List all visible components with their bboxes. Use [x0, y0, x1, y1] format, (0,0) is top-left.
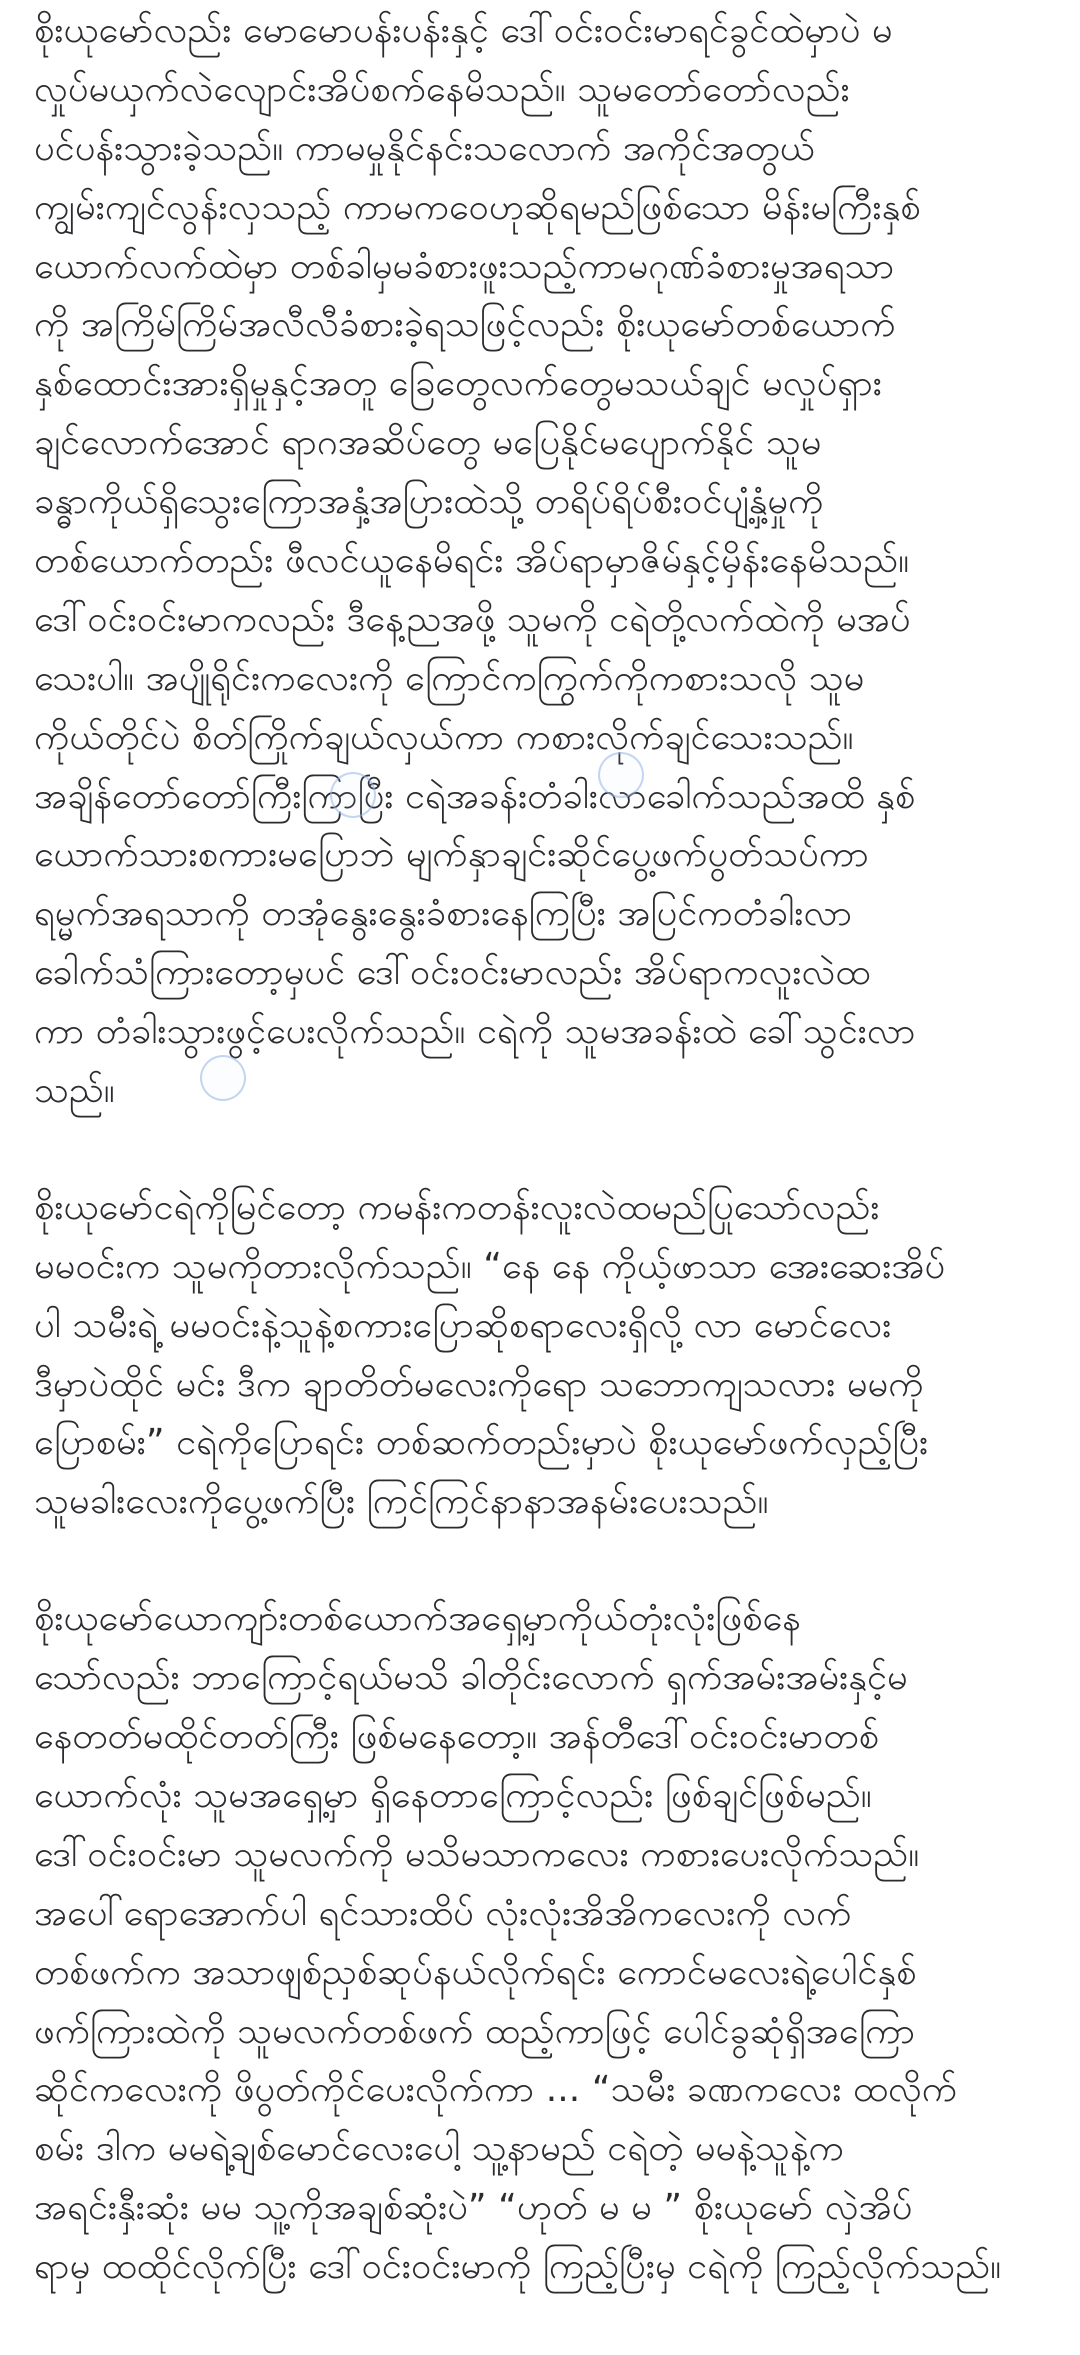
text-line: ဖက်ကြားထဲကို သူမလက်တစ်ဖက် ထည့်ကာဖြင့် ပေါင်ခွဆုံရှိအကြော: [34, 2010, 916, 2052]
text-line: ဒေါ်ဝင်းဝင်းမာကလည်း ဒီနေ့ညအဖို့ သူမကို ငရဲတို့လက်ထဲကို မအပ်: [34, 598, 911, 640]
paragraph-2: [34, 1179, 1050, 1532]
text-line: အရင်းနှီးဆုံး မမ သူ့ကိုအချစ်ဆုံးပဲ” “ဟုတ် မ မ ” စိုးယုမော် လှဲအိပ်: [34, 2187, 913, 2229]
text-line: သူမခါးလေးကိုပွေ့ဖက်ပြီး ကြင်ကြင်နာနာအနမ်းပေးသည်။: [34, 1481, 769, 1523]
text-line: ယောက်သားစကားမပြောဘဲ မျက်နှာချင်းဆိုင်ပွေ့ဖက်ပွတ်သပ်ကာ: [34, 834, 869, 876]
text-line: စိုးယုမော်ငရဲကိုမြင်တော့ ကမန်းကတန်းလူးလဲထမည်ပြုသော်လည်း: [34, 1186, 880, 1228]
text-line: မမဝင်းက သူမကိုတားလိုက်သည်။ “နေ နေ ကိုယ့်ဖာသာ အေးဆေးအိပ်: [34, 1245, 946, 1287]
text-line: တစ်ဖက်က အသာဖျစ်ညှစ်ဆုပ်နယ်လိုက်ရင်း ကောင်မလေးရဲ့ပေါင်နှစ်: [34, 1951, 917, 1993]
touch-indicator-icon: [200, 1055, 246, 1101]
paragraph-3: [34, 1590, 1050, 2297]
touch-indicator-icon: [598, 752, 644, 798]
text-line: ခန္ဓာကိုယ်ရှိသွေးကြောအနှံ့အပြားထဲသို့ တရိပ်ရိပ်စီးဝင်ပျံ့နှံ့မှုကို: [34, 481, 824, 523]
text-line: ပင်ပန်းသွားခဲ့သည်။ ကာမမှုနိုင်နင်းသလောက် အကိုင်အတွယ်: [34, 127, 815, 169]
text-line: ခေါက်သံကြားတော့မှပင် ဒေါ်ဝင်းဝင်းမာလည်း အိပ်ရာကလူးလဲထ: [34, 952, 871, 994]
text-line: ကိုယ်တိုင်ပဲ စိတ်ကြိုက်ချယ်လှယ်ကာ ကစားလိုက်ချင်သေးသည်။: [34, 716, 854, 758]
text-line: ချင်လောက်အောင် ရာဂအဆိပ်တွေ မပြေနိုင်မပျောက်နိုင် သူမ: [34, 422, 822, 464]
text-line: စမ်း ဒါက မမရဲ့ချစ်မောင်လေးပေါ့ သူ့နာမည် ငရဲတဲ့ မမနဲ့သူနဲ့က: [34, 2128, 844, 2170]
text-line: ယောက်လုံး သူမအရှေ့မှာ ရှိနေတာကြောင့်လည်း ဖြစ်ချင်ဖြစ်မည်။: [34, 1774, 872, 1816]
text-line: ဒီမှာပဲထိုင် မင်း ဒီက ချာတိတ်မလေးကိုရော သဘောကျသလား မမကို: [34, 1363, 924, 1405]
text-line: ကို အကြိမ်ကြိမ်အလီလီခံစားခဲ့ရသဖြင့်လည်း စိုးယုမော်တစ်ယောက်: [34, 304, 896, 346]
text-line: တစ်ယောက်တည်း ဖီလင်ယူနေမိရင်း အိပ်ရာမှာဇိမ်နှင့်မှိန်းနေမိသည်။: [34, 540, 910, 582]
text-line: ပြောစမ်း” ငရဲကိုပြောရင်း တစ်ဆက်တည်းမှာပဲ စိုးယုမော်ဖက်လှည့်ပြီး: [34, 1422, 929, 1464]
text-line: နှစ်ထောင်းအားရှိမှုနှင့်အတူ ခြေတွေလက်တွေမသယ်ချင် မလှုပ်ရှား: [34, 363, 882, 405]
text-line: ယောက်လက်ထဲမှာ တစ်ခါမှမခံစားဖူးသည့်ကာမဂုဏ်ခံစားမှုအရသာ: [34, 245, 895, 287]
text-line: အပေါ်ရောအောက်ပါ ရင်သားထိပ် လုံးလုံးအိအိကလေးကို လက်: [34, 1892, 852, 1934]
text-line: ရမ္မက်အရသာကို တအုံနွေးနွေးခံစားနေကြပြီး အပြင်ကတံခါးလာ: [34, 893, 853, 935]
text-line: သော်လည်း ဘာကြောင့်ရယ်မသိ ခါတိုင်းလောက် ရှက်အမ်းအမ်းနှင့်မ: [34, 1657, 908, 1699]
text-line: သည်။: [34, 1070, 115, 1112]
text-line: ကျွမ်းကျင်လွန်းလှသည့် ကာမကဝေဟုဆိုရမည်ဖြစ်သော မိန်းမကြီးနှစ်: [34, 186, 921, 228]
text-line: သေးပါ။ အပျိုရိုင်းကလေးကို ကြောင်ကကြွက်ကိုကစားသလို သူမ: [34, 657, 865, 699]
text-line: ကာ တံခါးသွားဖွင့်ပေးလိုက်သည်။ ငရဲကို သူမအခန်းထဲ ခေါ်သွင်းလာ: [34, 1011, 916, 1053]
text-line: လှုပ်မယှက်လဲလျောင်းအိပ်စက်နေမိသည်။ သူမတော်တော်လည်း: [34, 68, 850, 110]
text-line: ဆိုင်ကလေးကို ဖိပွတ်ကိုင်ပေးလိုက်ကာ ... “သမီး ခဏကလေး ထလိုက်: [34, 2069, 958, 2111]
text-line: စိုးယုမော်ယောကျာ်းတစ်ယောက်အရှေ့မှာကိုယ်တုံးလုံးဖြစ်နေ: [34, 1598, 801, 1640]
text-line: ဒေါ်ဝင်းဝင်းမာ သူမလက်ကို မသိမသာကလေး ကစားပေးလိုက်သည်။: [34, 1833, 920, 1875]
text-line: စိုးယုမော်လည်း မောမောပန်းပန်းနှင့် ဒေါ်ဝင်းဝင်းမာရင်ခွင်ထဲမှာပဲ မ: [34, 10, 893, 51]
text-line: အချိန်တော်တော်ကြီးကြာပြီး ငရဲအခန်းတံခါးလာခေါက်သည်အထိ နှစ်: [34, 775, 916, 817]
text-line: နေတတ်မထိုင်တတ်ကြီး ဖြစ်မနေတော့။ အန်တီဒေါ်ဝင်းဝင်းမာတစ်: [34, 1716, 879, 1758]
text-line: ရာမှ ထထိုင်လိုက်ပြီး ဒေါ်ဝင်းဝင်းမာကို ကြည့်ပြီးမှ ငရဲကို ကြည့်လိုက်သည်။: [34, 2246, 1002, 2288]
reader-text-body: [34, 2, 1050, 2355]
text-line: ပါ သမီးရဲ့ မမဝင်းနဲ့သူနဲ့စကားပြောဆိုစရာလေးရှိလို့ လာ မောင်လေး: [34, 1304, 892, 1346]
paragraph-1: [34, 2, 1050, 1121]
touch-indicator-icon: [330, 772, 376, 818]
